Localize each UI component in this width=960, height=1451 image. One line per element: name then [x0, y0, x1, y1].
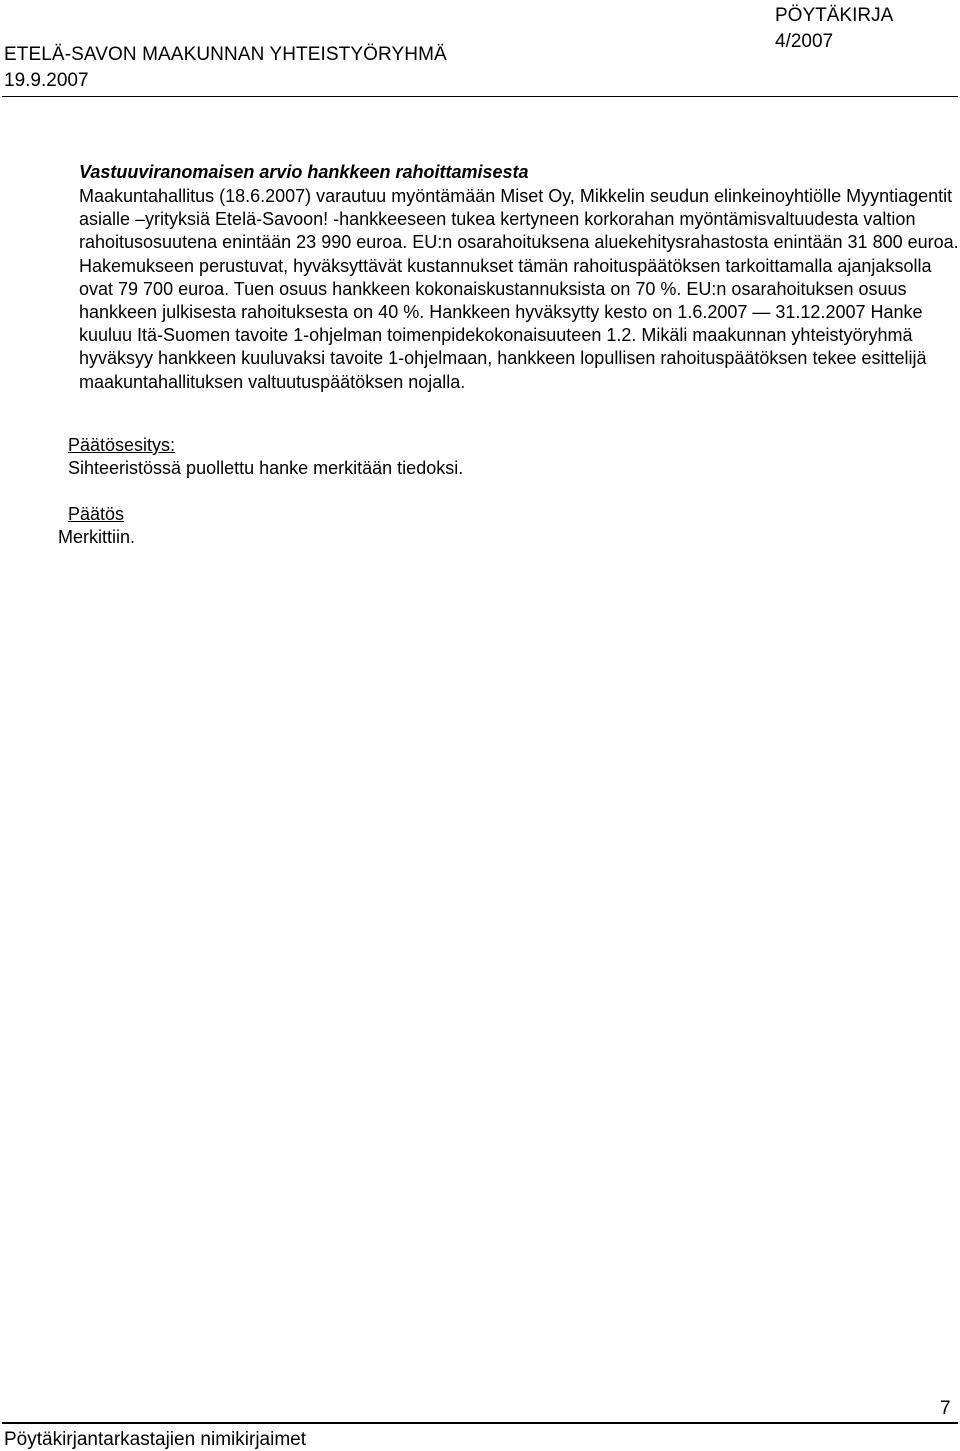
organization-name: ETELÄ-SAVON MAAKUNNAN YHTEISTYÖRYHMÄ	[4, 44, 447, 65]
header-divider	[2, 96, 958, 97]
footer-divider	[2, 1422, 958, 1424]
decision-text: Merkittiin.	[58, 527, 136, 547]
document-type: PÖYTÄKIRJA	[775, 5, 894, 26]
document-number: 4/2007	[775, 31, 834, 52]
decision-label: Päätös	[68, 504, 125, 524]
assessment-paragraph: Maakuntahallitus (18.6.2007) varautuu myöntämään Miset Oy, Mikkelin seudun elinkeinoyhtiölle Myyntiagentit asialle –yrityksiä Etelä-Savoon! -hankkeeseen tukea kertyneen korkorahan myöntämisvaltuudesta valtion rahoitusosuutena enintään 23 990 euroa. EU:n osarahoituksena aluekehitysrahastosta enintään 31 800 euroa. Hakemukseen perustuvat, hyväksyttävät kustannukset tämän rahoituspäätöksen tarkoittamalla ajanjaksolla ovat 79 700 euroa. Tuen osuus hankkeen kokonaiskustannuksista on 70 %. EU:n osarahoituksen osuus hankkeen julkisesta rahoituksesta on 40 %. Hankkeen hyväksytty kesto on 1.6.2007 — 31.12.2007 Hanke kuuluu Itä-Suomen tavoite 1-ohjelman toimenpidekokonaisuuteen 1.2. Mikäli maakunnan yhteistyöryhmä hyväksyy hankkeen kuuluvaksi tavoite 1-ohjelmaan, hankkeen lopullisen rahoituspäätöksen tekee esittelijä maakuntahallituksen valtuutuspäätöksen nojalla.	[79, 186, 959, 392]
meeting-date: 19.9.2007	[4, 70, 89, 91]
signature-label: Pöytäkirjantarkastajien nimikirjaimet	[4, 1429, 306, 1450]
proposal-text: Sihteeristössä puollettu hanke merkitään tiedoksi.	[68, 458, 464, 478]
header-right-block	[775, 3, 893, 55]
section-title: Vastuuviranomaisen arvio hankkeen rahoittamisesta	[79, 162, 529, 182]
page-number: 7	[940, 1398, 951, 1419]
proposal-label: Päätösesitys:	[68, 435, 176, 455]
